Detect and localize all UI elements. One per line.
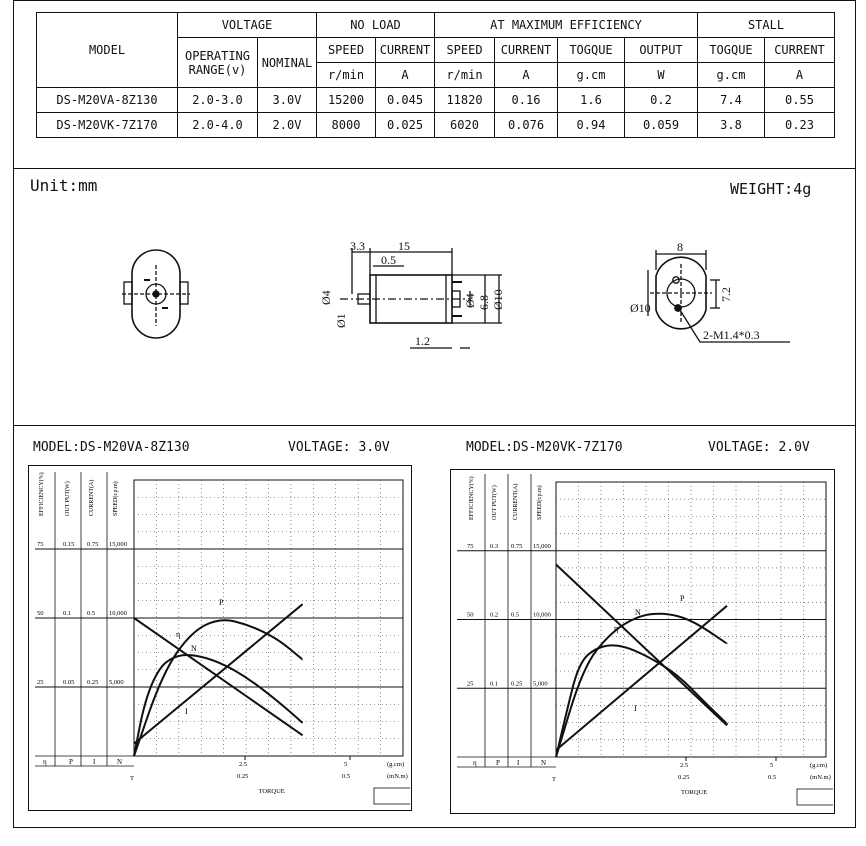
- unit-cell: W: [625, 63, 698, 88]
- dim-phi10: Ø10: [491, 289, 505, 310]
- axis-header: OUT PUT(W): [65, 481, 71, 516]
- drawing-divider: [13, 168, 856, 169]
- nominal-header: NOMINAL: [258, 38, 317, 88]
- x-tick-label-mnm: 0.25: [237, 773, 249, 780]
- x-axis-title: TORQUE: [258, 788, 285, 795]
- chart1-svg: [29, 466, 410, 809]
- range-cell: 2.0-3.0: [178, 88, 258, 113]
- y-tick-label: 0.1: [63, 610, 72, 617]
- nl-current-cell: 0.025: [376, 113, 435, 138]
- axis-symbol: P: [69, 758, 73, 766]
- nl-current-cell: 0.045: [376, 88, 435, 113]
- y-tick-label: 0.2: [490, 611, 499, 619]
- curve-efficiency: [134, 655, 303, 756]
- st-current-cell: 0.23: [765, 113, 835, 138]
- axis-symbol: P: [496, 759, 500, 767]
- stall-header: STALL: [698, 13, 835, 38]
- chart1-voltage-label: VOLTAGE: 3.0V: [288, 440, 390, 455]
- nominal-cell: 2.0V: [258, 113, 317, 138]
- curve-n: [134, 618, 303, 735]
- model-cell: DS-M20VA-8Z130: [37, 88, 178, 113]
- weight-label: WEIGHT:4g: [730, 180, 812, 198]
- y-tick-label: 15,000: [109, 541, 127, 548]
- st-torque-header: TOGQUE: [698, 38, 765, 63]
- y-tick-label: 0.5: [511, 611, 520, 619]
- chart2-model-label: MODEL:DS-M20VK-7Z170: [466, 440, 623, 455]
- axis-symbol: N: [117, 758, 123, 766]
- nominal-cell: 3.0V: [258, 88, 317, 113]
- header-row-1: [37, 13, 835, 38]
- curve-label: N: [191, 644, 197, 653]
- axis-symbol: η: [473, 759, 477, 767]
- x-tick-label-mnm: 0.5: [342, 773, 351, 780]
- range-cell: 2.0-4.0: [178, 113, 258, 138]
- x-unit-gcm: (g.cm): [387, 761, 405, 768]
- y-tick-label: 50: [37, 610, 44, 617]
- y-tick-label: 5,000: [533, 680, 548, 688]
- chart2-voltage-label: VOLTAGE: 2.0V: [708, 440, 810, 455]
- origin-label: T: [130, 775, 134, 782]
- unit-cell: A: [495, 63, 558, 88]
- curve-label: P: [680, 594, 685, 603]
- curve-n: [556, 565, 727, 726]
- unit-cell: r/min: [317, 63, 376, 88]
- curve-p: [134, 620, 303, 756]
- no-load-header: NO LOAD: [317, 13, 435, 38]
- corner-box: [797, 789, 833, 805]
- x-tick-label-gcm: 5: [344, 761, 348, 768]
- dim-phi4-boss: Ø4: [463, 293, 477, 308]
- dim-0-5: 0.5: [381, 253, 396, 267]
- curve-label: η: [176, 630, 181, 639]
- me-torque-cell: 0.94: [558, 113, 625, 138]
- me-torque-cell: 1.6: [558, 88, 625, 113]
- unit-cell: g.cm: [558, 63, 625, 88]
- mechanical-drawing: [0, 170, 866, 425]
- y-tick-label: 10,000: [533, 611, 551, 619]
- me-current-header: CURRENT: [495, 38, 558, 63]
- curve-label: I: [185, 707, 188, 716]
- y-tick-label: 50: [467, 611, 474, 619]
- x-tick-label-mnm: 0.25: [678, 774, 690, 781]
- y-tick-label: 0.3: [490, 542, 499, 550]
- dim-8: 8: [677, 240, 683, 254]
- me-output-cell: 0.059: [625, 113, 698, 138]
- axis-header: CURRENT(A): [513, 483, 519, 520]
- y-tick-label: 0.25: [87, 679, 99, 686]
- dim-phi1: Ø1: [334, 313, 348, 328]
- max-eff-header: AT MAXIMUM EFFICIENCY: [435, 13, 698, 38]
- st-torque-cell: 3.8: [698, 113, 765, 138]
- st-current-cell: 0.55: [765, 88, 835, 113]
- y-tick-label: 75: [467, 542, 474, 550]
- y-tick-label: 5,000: [109, 679, 124, 686]
- corner-box: [374, 788, 410, 804]
- x-tick-label-gcm: 5: [770, 762, 774, 769]
- origin-label: T: [552, 776, 556, 783]
- me-speed-header: SPEED: [435, 38, 495, 63]
- axis-symbol: I: [517, 759, 520, 767]
- table-row: [37, 113, 835, 138]
- nl-speed-cell: 8000: [317, 113, 376, 138]
- me-current-cell: 0.076: [495, 113, 558, 138]
- axis-header: OUT PUT(W): [492, 485, 498, 520]
- nl-current-header: CURRENT: [376, 38, 435, 63]
- me-torque-header: TOGQUE: [558, 38, 625, 63]
- dim-15: 15: [398, 239, 410, 253]
- y-tick-label: 15,000: [533, 542, 551, 550]
- curve-label: P: [219, 598, 224, 607]
- chart2-box: [450, 469, 835, 814]
- chart1-box: [28, 465, 412, 811]
- axis-header: EFFICIENCY(%): [469, 476, 475, 520]
- x-unit-mnm: (mN.m): [810, 774, 831, 781]
- dim-screw: 2-M1.4*0.3: [703, 328, 760, 342]
- unit-cell: g.cm: [698, 63, 765, 88]
- y-tick-label: 25: [467, 680, 474, 688]
- dim-phi10-end: Ø10: [630, 301, 651, 315]
- curve-p: [556, 614, 727, 757]
- axis-symbol: η: [43, 758, 47, 766]
- motor-end-view-left: [122, 250, 190, 338]
- unit-cell: r/min: [435, 63, 495, 88]
- model-cell: DS-M20VK-7Z170: [37, 113, 178, 138]
- y-tick-label: 0.75: [87, 541, 99, 548]
- axis-header: CURRENT(A): [89, 479, 95, 516]
- operating-line1: OPERATING: [184, 48, 251, 63]
- me-output-header: OUTPUT: [625, 38, 698, 63]
- x-tick-label-gcm: 2.5: [239, 761, 248, 768]
- chart1-model-label: MODEL:DS-M20VA-8Z130: [33, 440, 190, 455]
- dim-7-2: 7.2: [719, 287, 733, 302]
- axis-header: SPEED(r.p.m): [537, 485, 543, 520]
- st-torque-cell: 7.4: [698, 88, 765, 113]
- y-tick-label: 10,000: [109, 610, 127, 617]
- me-speed-cell: 6020: [435, 113, 495, 138]
- voltage-header: VOLTAGE: [178, 13, 317, 38]
- y-tick-label: 0.75: [511, 542, 523, 550]
- x-tick-label-gcm: 2.5: [680, 762, 689, 769]
- axis-symbol: N: [541, 759, 547, 767]
- me-current-cell: 0.16: [495, 88, 558, 113]
- curve-i: [134, 604, 303, 743]
- dim-6-8: 6.8: [477, 295, 491, 310]
- y-tick-label: 75: [37, 541, 44, 548]
- axis-header: SPEED(r.p.m): [113, 481, 119, 516]
- y-tick-label: 25: [37, 679, 44, 686]
- y-tick-label: 0.5: [87, 610, 96, 617]
- x-unit-gcm: (g.cm): [810, 762, 828, 769]
- x-axis-title: TORQUE: [681, 789, 708, 796]
- operating-line2: RANGE(v): [188, 62, 247, 77]
- unit-label: Unit:mm: [30, 176, 98, 195]
- curve-label: N: [635, 608, 641, 617]
- table-row: [37, 88, 835, 113]
- dim-phi4-shaft: Ø4: [319, 290, 333, 305]
- unit-cell: A: [765, 63, 835, 88]
- x-tick-label-mnm: 0.5: [768, 774, 777, 781]
- chart-divider: [13, 425, 856, 426]
- operating-range-header: [178, 38, 258, 88]
- st-current-header: CURRENT: [765, 38, 835, 63]
- curve-label: η: [614, 624, 619, 633]
- dim-1-2: 1.2: [415, 334, 430, 348]
- model-header: MODEL: [37, 13, 178, 88]
- curve-label: I: [634, 704, 637, 713]
- y-tick-label: 0.1: [490, 680, 499, 688]
- dim-3-3: 3.3: [350, 239, 365, 253]
- chart2-svg: [451, 470, 833, 812]
- me-speed-cell: 11820: [435, 88, 495, 113]
- spec-table: [36, 12, 835, 138]
- me-output-cell: 0.2: [625, 88, 698, 113]
- y-tick-label: 0.15: [63, 541, 75, 548]
- axis-header: EFFICIENCY(%): [39, 472, 45, 516]
- nl-speed-header: SPEED: [317, 38, 376, 63]
- nl-speed-cell: 15200: [317, 88, 376, 113]
- axis-symbol: I: [93, 758, 96, 766]
- x-unit-mnm: (mN.m): [387, 773, 408, 780]
- unit-cell: A: [376, 63, 435, 88]
- y-tick-label: 0.05: [63, 679, 75, 686]
- y-tick-label: 0.25: [511, 680, 523, 688]
